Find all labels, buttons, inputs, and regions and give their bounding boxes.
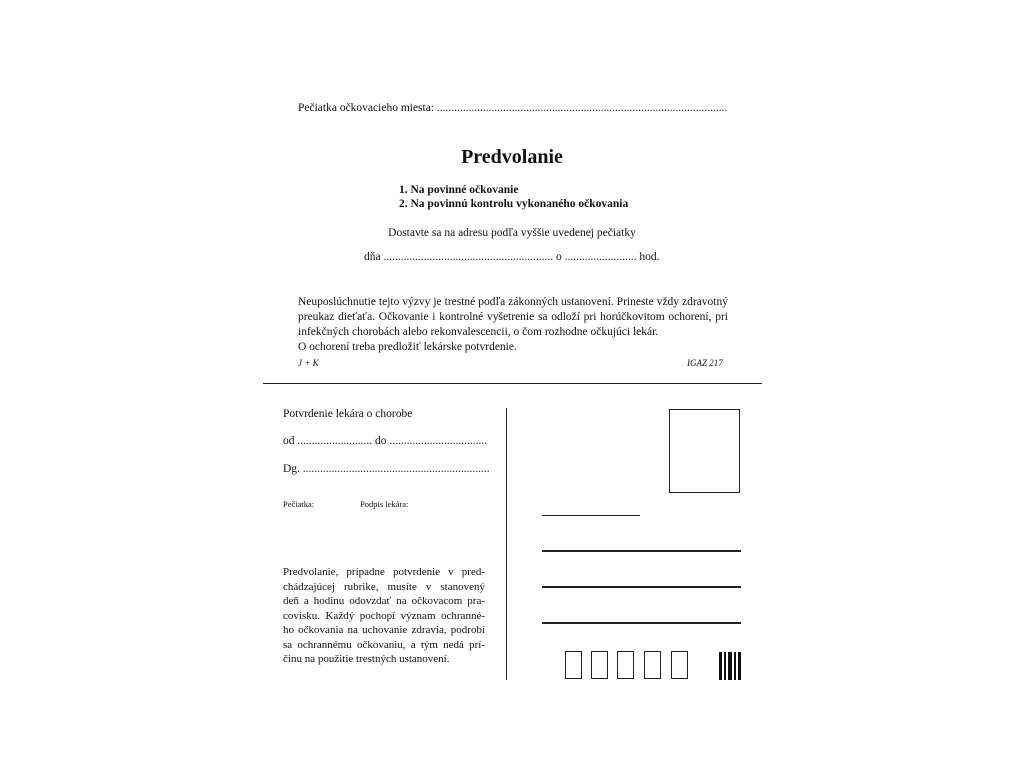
address-line-3	[542, 586, 741, 588]
summons-item-1: 1. Na povinné očkovanie	[399, 184, 519, 196]
warning-line: preukaz dieťaťa. Očkovanie i kontrolné vyšetrenie sa odloží pri horúčkovitom ochorení, pri	[298, 311, 728, 323]
postal-code-box-4	[644, 651, 661, 679]
notice-line: ho očkovania na uchovanie zdravia, podrobí	[283, 624, 485, 636]
warning-paragraph	[298, 295, 728, 355]
publisher-code: J + K	[298, 358, 319, 368]
warning-line: Neuposlúchnutie tejto výzvy je trestné podľa zákonných ustanovení. Prineste vždy zdravotný	[298, 296, 728, 308]
postal-code-box-3	[617, 651, 634, 679]
address-line-1	[542, 515, 640, 516]
page-title: Predvolanie	[461, 146, 563, 168]
stamp-label: Pečiatka:	[283, 499, 315, 509]
notice-line: chádzajúcej rubrike, musíte v stanovený	[283, 580, 485, 593]
address-line-4	[542, 622, 741, 624]
postal-code-box-2	[591, 651, 608, 679]
notice-line: deň a hodinu odovzdať na očkovacom pra-	[283, 595, 485, 607]
warning-line: infekčných chorobách alebo rekonvalescencii, o čom rozhodne očkujúci lekár.	[298, 326, 659, 338]
diagnosis-line: Dg. .................................................................	[283, 463, 490, 475]
date-time-line: dňa ........................................................... o ......................... hod.	[364, 251, 660, 263]
postal-code-box-1	[565, 651, 582, 679]
confirmation-title: Potvrdenie lekára o chorobe	[283, 408, 413, 420]
address-line-2	[542, 550, 741, 552]
signature-label: Podpis lekára:	[360, 499, 409, 509]
notice-line: činu na použitie trestných ustanovení.	[283, 653, 450, 665]
illness-period-line: od .......................... do ..................................	[283, 435, 488, 447]
instruction-text: Dostavte sa na adresu podľa vyššie uvedenej pečiatky	[388, 227, 636, 239]
summons-item-2: 2. Na povinnú kontrolu vykonaného očkovania	[399, 198, 629, 210]
stamp-line: Pečiatka očkovacieho miesta: .....................................................................................................	[298, 102, 728, 114]
postal-barcode-icon	[719, 652, 741, 680]
vertical-divider	[506, 408, 507, 680]
notice-paragraph	[283, 565, 485, 667]
notice-line: sa ochrannému očkovaniu, a tým nedá prí-	[283, 638, 485, 651]
form-code: IGAZ 217	[687, 358, 723, 368]
postal-code-box-5	[671, 651, 688, 679]
warning-line: O ochorení treba predložiť lekárske potvrdenie.	[298, 341, 517, 353]
notice-line: Predvolanie, prípadne potvrdenie v pred-	[283, 566, 485, 578]
cut-line-divider	[263, 383, 762, 384]
notice-line: covisku. Každý pochopí význam ochranné-	[283, 609, 485, 622]
postage-stamp-box	[669, 409, 740, 493]
